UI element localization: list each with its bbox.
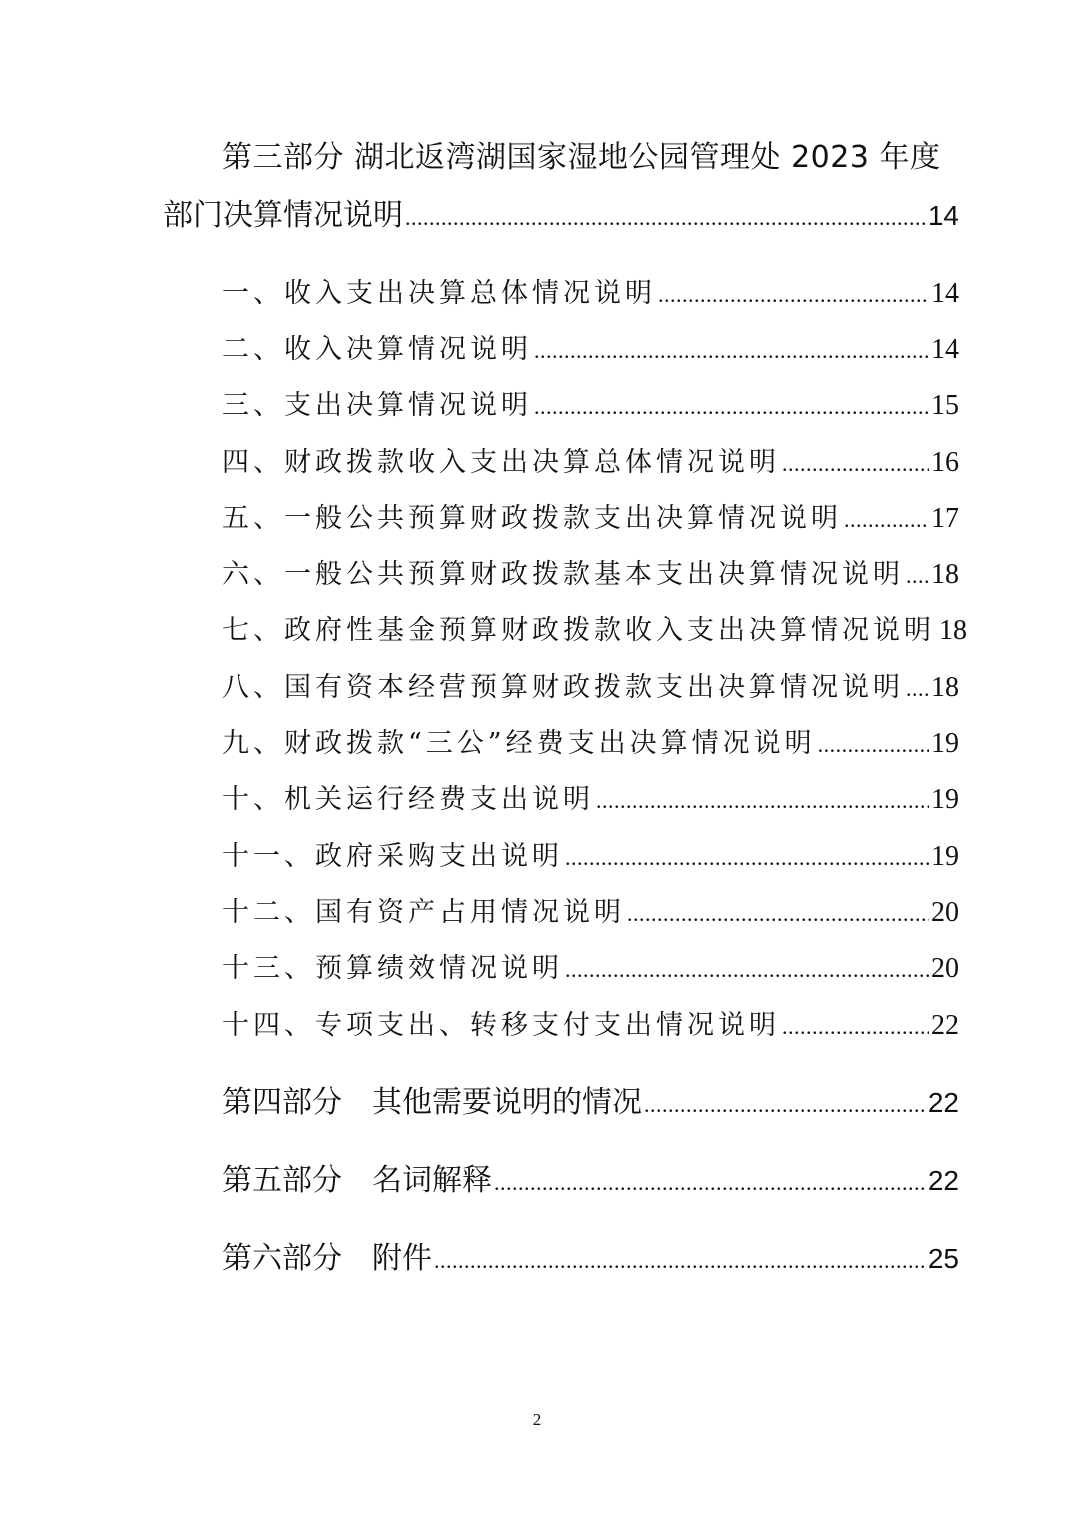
toc-entry-label: 八、国有资本经营预算财政拨款支出决算情况说明 — [222, 672, 904, 703]
toc-entry-label — [222, 1161, 492, 1201]
dot-leader — [644, 1085, 926, 1125]
toc-page-number: 22 — [931, 1010, 959, 1041]
toc-page-number: 22 — [927, 1165, 959, 1196]
toc-page-number: 20 — [931, 897, 959, 928]
dot-leader — [596, 781, 929, 821]
dot-leader — [534, 331, 929, 371]
toc-page-number: 18 — [931, 672, 959, 703]
toc-entry-section-13[interactable] — [222, 949, 959, 989]
toc-entry-section-10[interactable] — [222, 780, 959, 820]
toc-entry-label — [222, 1239, 432, 1279]
toc-page-number: 15 — [931, 390, 959, 421]
toc-entry-part6[interactable] — [222, 1239, 959, 1279]
toc-entry-section-14[interactable] — [222, 1006, 959, 1046]
part-prefix: 第四部分 — [222, 1085, 342, 1120]
toc-entry-label: 四、财政拨款收入支出决算总体情况说明 — [222, 447, 780, 478]
dot-leader — [782, 444, 929, 484]
toc-entry-label: 十一、政府采购支出说明 — [222, 841, 563, 872]
dot-leader — [405, 198, 926, 238]
toc-page-number: 19 — [931, 841, 959, 872]
toc-entry-section-12[interactable] — [222, 893, 959, 933]
dot-leader — [434, 1241, 926, 1281]
part-title: 其他需要说明的情况 — [372, 1085, 642, 1120]
toc-entry-label: 一、收入支出决算总体情况说明 — [222, 278, 656, 309]
dot-leader — [782, 1007, 929, 1047]
toc-page-number: 17 — [931, 503, 959, 534]
dot-leader — [565, 950, 929, 990]
toc-page-number: 16 — [931, 447, 959, 478]
toc-entry-label — [222, 1083, 642, 1123]
dot-leader — [534, 387, 929, 427]
toc-page-number: 18 — [939, 615, 967, 646]
part-title: 附件 — [372, 1241, 432, 1276]
toc-entry-section-5[interactable] — [222, 499, 959, 539]
toc-entry-part3[interactable] — [163, 196, 959, 236]
toc-entry-section-11[interactable] — [222, 837, 959, 877]
toc-page-number: 25 — [927, 1243, 959, 1274]
toc-entry-section-7[interactable] — [222, 611, 967, 651]
toc-entry-part4[interactable] — [222, 1083, 959, 1123]
dot-leader — [906, 669, 929, 709]
toc-entry-label: 六、一般公共预算财政拨款基本支出决算情况说明 — [222, 559, 904, 590]
part-prefix: 第五部分 — [222, 1163, 342, 1198]
toc-entry-label: 七、政府性基金预算财政拨款收入支出决算情况说明 — [222, 615, 935, 646]
dot-leader — [844, 500, 929, 540]
dot-leader — [906, 556, 929, 596]
dot-leader — [565, 838, 929, 878]
part-title: 名词解释 — [372, 1163, 492, 1198]
toc-entry-label: 十三、预算绩效情况说明 — [222, 953, 563, 984]
dot-leader — [627, 894, 929, 934]
dot-leader — [658, 275, 929, 315]
toc-entry-label: 部门决算情况说明 — [163, 198, 403, 233]
toc-entry-section-6[interactable] — [222, 555, 959, 595]
toc-entry-label: 十、机关运行经费支出说明 — [222, 784, 594, 815]
toc-entry-label: 十四、专项支出、转移支付支出情况说明 — [222, 1010, 780, 1041]
dot-leader — [818, 725, 929, 765]
page-footer-number: 2 — [532, 1410, 542, 1429]
toc-page-number: 14 — [931, 278, 959, 309]
toc-entry-label: 十二、国有资产占用情况说明 — [222, 897, 625, 928]
toc-page-number: 19 — [931, 784, 959, 815]
toc-entry-label: 二、收入决算情况说明 — [222, 334, 532, 365]
toc-entry-section-2[interactable] — [222, 330, 959, 370]
toc-entry-label: 九、财政拨款“三公”经费支出决算情况说明 — [222, 728, 816, 759]
toc-entry-section-9[interactable] — [222, 724, 959, 764]
toc-entry-label: 三、支出决算情况说明 — [222, 390, 532, 421]
toc-entry-part5[interactable] — [222, 1161, 959, 1201]
toc-page-number: 18 — [931, 559, 959, 590]
toc-entry-section-8[interactable] — [222, 668, 959, 708]
part-prefix: 第六部分 — [222, 1241, 342, 1276]
toc-entry-section-4[interactable] — [222, 443, 959, 483]
part3-title-line1: 第三部分 湖北返湾湖国家湿地公园管理处 2023 年度 — [222, 140, 941, 175]
toc-page-number: 20 — [931, 953, 959, 984]
toc-page-number: 14 — [927, 200, 959, 231]
dot-leader — [494, 1163, 926, 1203]
toc-page-number: 22 — [927, 1087, 959, 1118]
toc-page-number: 14 — [931, 334, 959, 365]
toc-page-number: 19 — [931, 728, 959, 759]
toc-entry-label: 五、一般公共预算财政拨款支出决算情况说明 — [222, 503, 842, 534]
toc-entry-section-1[interactable] — [222, 274, 959, 314]
toc-entry-section-3[interactable] — [222, 386, 959, 426]
